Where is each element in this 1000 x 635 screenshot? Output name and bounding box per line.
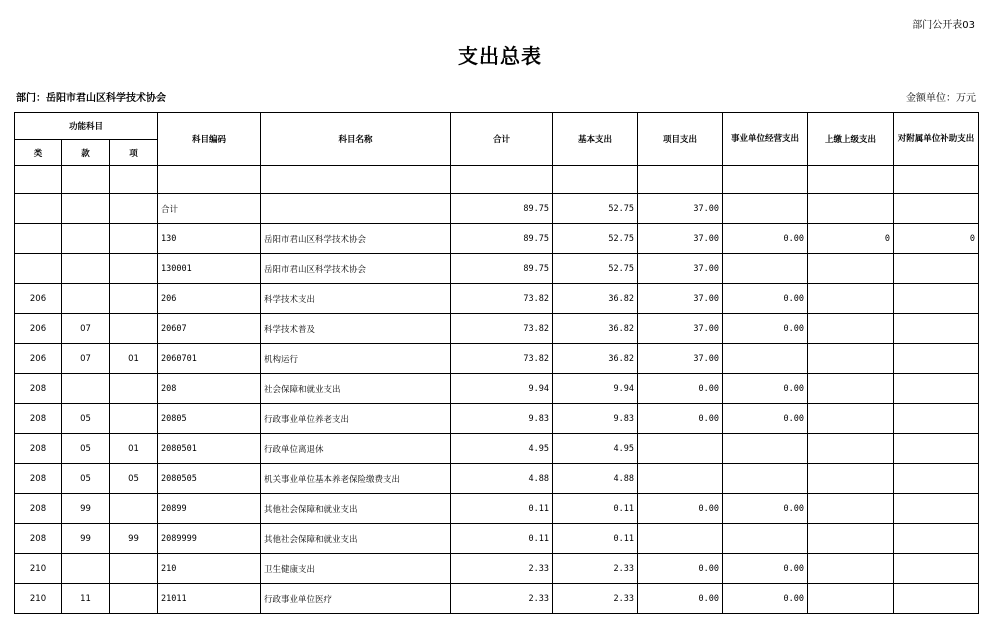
cell-xiang: [110, 374, 158, 404]
cell-total: 4.95: [451, 434, 553, 464]
cell-subsidy: [894, 584, 979, 614]
cell-xiang: [110, 224, 158, 254]
cell-subsidy: [894, 194, 979, 224]
cell-total: 2.33: [451, 554, 553, 584]
cell-lei: [15, 194, 62, 224]
cell-kuan: 07: [62, 314, 110, 344]
cell-code: 合计: [158, 194, 261, 224]
cell-subsidy: [894, 524, 979, 554]
cell-xiang: [110, 194, 158, 224]
header-func-subject: 功能科目: [15, 113, 158, 140]
cell-lei: [15, 254, 62, 284]
cell-code: 208: [158, 374, 261, 404]
cell-lei: 208: [15, 464, 62, 494]
table-row: [15, 344, 979, 374]
cell-upper: [808, 344, 894, 374]
cell-total: 0.11: [451, 524, 553, 554]
cell-kuan: [62, 374, 110, 404]
cell-xiang: 01: [110, 434, 158, 464]
cell-kuan: 07: [62, 344, 110, 374]
cell-total: 9.94: [451, 374, 553, 404]
table-row: [15, 374, 979, 404]
cell-business: [723, 194, 808, 224]
cell-name: 行政事业单位医疗: [261, 584, 451, 614]
table-row: [15, 494, 979, 524]
cell-name: 卫生健康支出: [261, 554, 451, 584]
cell-code: 2060701: [158, 344, 261, 374]
cell-subsidy: [894, 254, 979, 284]
cell-basic: 4.88: [553, 464, 638, 494]
table-row: [15, 314, 979, 344]
cell-business: 0.00: [723, 224, 808, 254]
cell-basic: 52.75: [553, 194, 638, 224]
cell-upper: [808, 194, 894, 224]
cell-kuan: [62, 554, 110, 584]
cell-business: 0.00: [723, 584, 808, 614]
cell-kuan: 05: [62, 404, 110, 434]
table-row: [15, 554, 979, 584]
cell-name: 科学技术支出: [261, 284, 451, 314]
cell-kuan: [62, 194, 110, 224]
cell-lei: 208: [15, 524, 62, 554]
cell-lei: 206: [15, 314, 62, 344]
cell-code: 2080501: [158, 434, 261, 464]
cell-basic: 2.33: [553, 554, 638, 584]
cell-xiang: [110, 254, 158, 284]
cell-project: 37.00: [638, 254, 723, 284]
cell-kuan: 11: [62, 584, 110, 614]
header-business: 事业单位经营支出: [723, 113, 808, 166]
header-lei: 类: [15, 140, 62, 166]
cell-subsidy: [894, 464, 979, 494]
table-row: [15, 524, 979, 554]
cell-basic: 2.33: [553, 584, 638, 614]
cell-code: 20607: [158, 314, 261, 344]
cell-name: 岳阳市君山区科学技术协会: [261, 254, 451, 284]
cell-project: [638, 524, 723, 554]
cell-lei: 208: [15, 374, 62, 404]
cell-kuan: [62, 254, 110, 284]
cell-business: 0.00: [723, 374, 808, 404]
table-row: [15, 434, 979, 464]
cell-code: 20805: [158, 404, 261, 434]
cell-total: 4.88: [451, 464, 553, 494]
cell-xiang: [110, 554, 158, 584]
cell-business: [723, 254, 808, 284]
cell-code: 20899: [158, 494, 261, 524]
cell-name: 岳阳市君山区科学技术协会: [261, 224, 451, 254]
page-title: 支出总表: [458, 44, 542, 68]
cell-project: 0.00: [638, 584, 723, 614]
table-row: [15, 284, 979, 314]
cell-code: 21011: [158, 584, 261, 614]
cell-project: [638, 464, 723, 494]
table-spacer-row: [15, 166, 979, 194]
cell-code: 206: [158, 284, 261, 314]
cell-project: 0.00: [638, 404, 723, 434]
cell-basic: 0.11: [553, 524, 638, 554]
cell-kuan: [62, 284, 110, 314]
cell-total: 73.82: [451, 284, 553, 314]
cell-total: 89.75: [451, 224, 553, 254]
cell-basic: 52.75: [553, 254, 638, 284]
cell-code: 130: [158, 224, 261, 254]
header-subsidy: 对附属单位补助支出: [894, 113, 979, 166]
cell-basic: 9.94: [553, 374, 638, 404]
form-number: 部门公开表03: [912, 20, 975, 31]
cell-upper: [808, 434, 894, 464]
cell-project: 0.00: [638, 494, 723, 524]
cell-subsidy: [894, 314, 979, 344]
cell-upper: [808, 374, 894, 404]
cell-basic: 36.82: [553, 284, 638, 314]
header-basic: 基本支出: [553, 113, 638, 166]
cell-project: 0.00: [638, 374, 723, 404]
cell-subsidy: [894, 404, 979, 434]
cell-kuan: 05: [62, 464, 110, 494]
table-row: [15, 404, 979, 434]
cell-upper: [808, 494, 894, 524]
cell-lei: 206: [15, 284, 62, 314]
table-row: [15, 464, 979, 494]
cell-lei: [15, 224, 62, 254]
cell-xiang: [110, 404, 158, 434]
cell-business: 0.00: [723, 554, 808, 584]
cell-name: 社会保障和就业支出: [261, 374, 451, 404]
cell-lei: 208: [15, 404, 62, 434]
cell-xiang: 01: [110, 344, 158, 374]
cell-upper: [808, 254, 894, 284]
cell-basic: 0.11: [553, 494, 638, 524]
cell-business: [723, 434, 808, 464]
cell-business: 0.00: [723, 494, 808, 524]
cell-project: 0.00: [638, 554, 723, 584]
cell-upper: [808, 284, 894, 314]
header-xiang: 项: [110, 140, 158, 166]
cell-xiang: [110, 284, 158, 314]
cell-business: 0.00: [723, 404, 808, 434]
cell-name: 行政单位离退休: [261, 434, 451, 464]
cell-name: 其他社会保障和就业支出: [261, 524, 451, 554]
cell-kuan: 05: [62, 434, 110, 464]
cell-code: 210: [158, 554, 261, 584]
cell-xiang: [110, 494, 158, 524]
cell-business: [723, 464, 808, 494]
cell-lei: 208: [15, 434, 62, 464]
cell-total: 0.11: [451, 494, 553, 524]
cell-code: 2080505: [158, 464, 261, 494]
cell-project: 37.00: [638, 284, 723, 314]
cell-upper: [808, 464, 894, 494]
cell-kuan: 99: [62, 494, 110, 524]
cell-project: 37.00: [638, 194, 723, 224]
cell-subsidy: [894, 374, 979, 404]
cell-business: 0.00: [723, 314, 808, 344]
cell-basic: 36.82: [553, 314, 638, 344]
cell-subsidy: [894, 554, 979, 584]
cell-subsidy: [894, 344, 979, 374]
cell-kuan: 99: [62, 524, 110, 554]
cell-name: 科学技术普及: [261, 314, 451, 344]
amount-unit-label: 金额单位：万元: [906, 93, 976, 104]
cell-lei: 210: [15, 554, 62, 584]
cell-total: 2.33: [451, 584, 553, 614]
cell-name: [261, 194, 451, 224]
cell-basic: 52.75: [553, 224, 638, 254]
cell-basic: 4.95: [553, 434, 638, 464]
cell-total: 73.82: [451, 314, 553, 344]
cell-name: 其他社会保障和就业支出: [261, 494, 451, 524]
cell-total: 89.75: [451, 194, 553, 224]
cell-name: 机构运行: [261, 344, 451, 374]
cell-upper: [808, 554, 894, 584]
header-upper: 上缴上级支出: [808, 113, 894, 166]
cell-basic: 36.82: [553, 344, 638, 374]
cell-subsidy: 0: [894, 224, 979, 254]
cell-project: [638, 434, 723, 464]
cell-xiang: 99: [110, 524, 158, 554]
header-kuan: 款: [62, 140, 110, 166]
cell-upper: [808, 524, 894, 554]
cell-xiang: 05: [110, 464, 158, 494]
table-row: [15, 584, 979, 614]
table-row: [15, 194, 979, 224]
department-label: 部门：岳阳市君山区科学技术协会: [16, 93, 166, 104]
cell-lei: 206: [15, 344, 62, 374]
cell-name: 机关事业单位基本养老保险缴费支出: [261, 464, 451, 494]
expenditure-table: [14, 112, 979, 614]
header-name: 科目名称: [261, 113, 451, 166]
table-row: [15, 254, 979, 284]
cell-business: 0.00: [723, 284, 808, 314]
cell-lei: 210: [15, 584, 62, 614]
cell-project: 37.00: [638, 224, 723, 254]
cell-total: 89.75: [451, 254, 553, 284]
cell-code: 2089999: [158, 524, 261, 554]
cell-xiang: [110, 584, 158, 614]
cell-project: 37.00: [638, 344, 723, 374]
cell-subsidy: [894, 284, 979, 314]
cell-upper: 0: [808, 224, 894, 254]
cell-kuan: [62, 224, 110, 254]
header-total: 合计: [451, 113, 553, 166]
cell-total: 73.82: [451, 344, 553, 374]
cell-code: 130001: [158, 254, 261, 284]
cell-business: [723, 344, 808, 374]
header-code: 科目编码: [158, 113, 261, 166]
cell-project: 37.00: [638, 314, 723, 344]
cell-business: [723, 524, 808, 554]
cell-upper: [808, 404, 894, 434]
cell-upper: [808, 584, 894, 614]
cell-xiang: [110, 314, 158, 344]
header-project: 项目支出: [638, 113, 723, 166]
cell-name: 行政事业单位养老支出: [261, 404, 451, 434]
cell-upper: [808, 314, 894, 344]
cell-subsidy: [894, 434, 979, 464]
cell-lei: 208: [15, 494, 62, 524]
table-row: [15, 224, 979, 254]
cell-subsidy: [894, 494, 979, 524]
cell-total: 9.83: [451, 404, 553, 434]
cell-basic: 9.83: [553, 404, 638, 434]
